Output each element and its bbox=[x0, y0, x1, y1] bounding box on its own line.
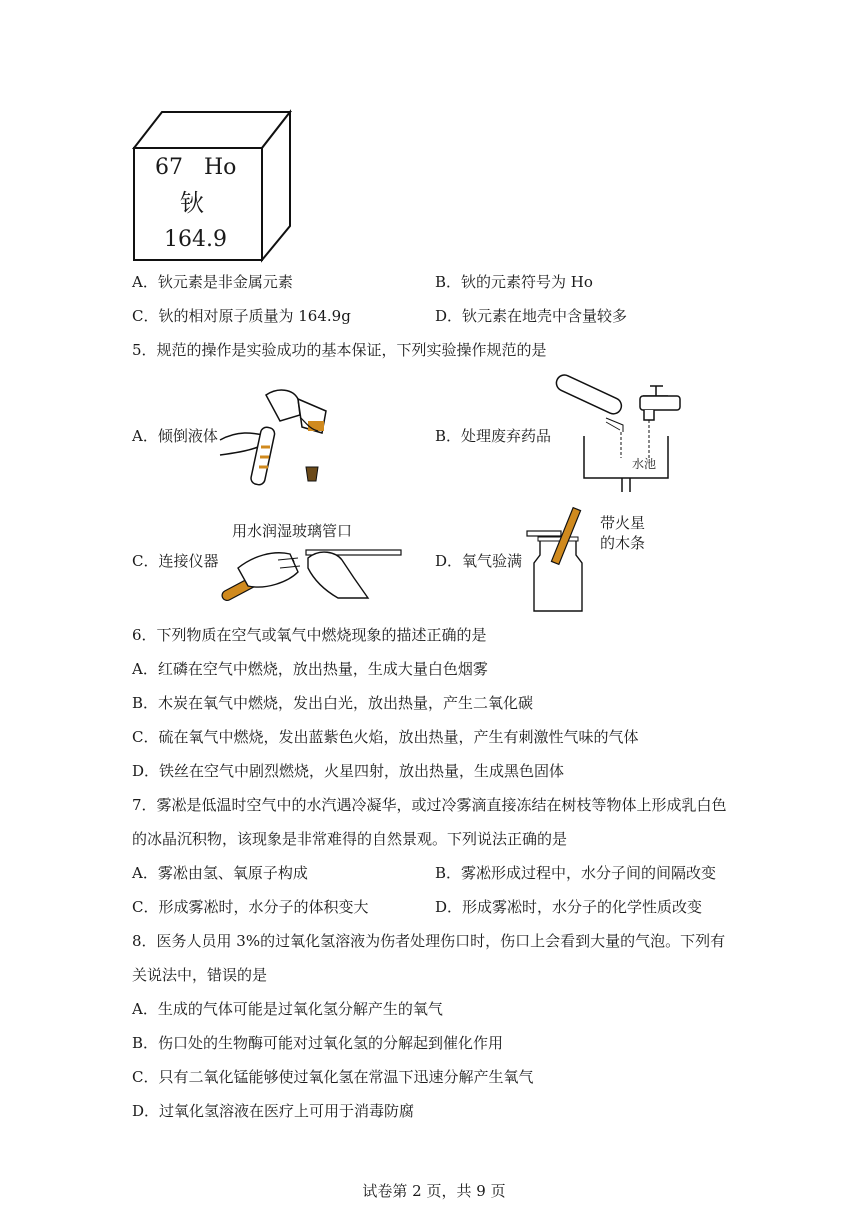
q8-option-b: B．伤口处的生物酶可能对过氧化氢的分解起到催化作用 bbox=[132, 1034, 504, 1052]
connecting-apparatus-figure bbox=[218, 538, 408, 600]
q5-option-a: A．倾倒液体 bbox=[132, 427, 218, 445]
element-number-symbol: 67 Ho bbox=[155, 155, 237, 180]
q4-option-a: A．钬元素是非金属元素 bbox=[132, 273, 293, 291]
q8-stem-line2: 关说法中，错误的是 bbox=[132, 966, 268, 984]
q7-option-c: C．形成雾凇时，水分子的体积变大 bbox=[132, 898, 369, 916]
q4-option-d: D．钬元素在地壳中含量较多 bbox=[435, 307, 628, 325]
q7-stem-line2: 的冰晶沉积物，该现象是非常难得的自然景观。下列说法正确的是 bbox=[132, 830, 568, 848]
splint-label-line2: 的木条 bbox=[600, 534, 646, 552]
pouring-liquid-figure bbox=[218, 385, 338, 495]
sink-label: 水池 bbox=[632, 457, 657, 471]
q4-option-c: C．钬的相对原子质量为 164.9g bbox=[132, 307, 351, 325]
q6-option-d: D．铁丝在空气中剧烈燃烧，火星四射，放出热量，生成黑色固体 bbox=[132, 762, 565, 780]
q6-stem: 6．下列物质在空气或氧气中燃烧现象的描述正确的是 bbox=[132, 626, 487, 644]
waste-disposal-figure bbox=[548, 370, 698, 500]
element-mass: 164.9 bbox=[164, 227, 227, 252]
q7-option-a: A．雾凇由氢、氧原子构成 bbox=[132, 864, 308, 882]
q7-option-b: B．雾凇形成过程中，水分子间的间隔改变 bbox=[435, 864, 717, 882]
page-footer: 试卷第 2 页，共 9 页 bbox=[362, 1182, 506, 1200]
splint-label-line1: 带火星 bbox=[600, 514, 646, 532]
q5-option-d: D．氧气验满 bbox=[435, 552, 523, 570]
element-name: 钬 bbox=[180, 189, 204, 217]
q8-option-a: A．生成的气体可能是过氧化氢分解产生的氧气 bbox=[132, 1000, 443, 1018]
wet-tube-label: 用水润湿玻璃管口 bbox=[232, 522, 353, 540]
q6-option-a: A．红磷在空气中燃烧，放出热量，生成大量白色烟雾 bbox=[132, 660, 488, 678]
q5-option-c: C．连接仪器 bbox=[132, 552, 219, 570]
q8-stem-line1: 8．医务人员用 3%的过氧化氢溶液为伤者处理伤口时，伤口上会看到大量的气泡。下列有 bbox=[132, 932, 726, 950]
oxygen-test-figure bbox=[522, 505, 602, 617]
q5-option-b: B．处理废弃药品 bbox=[435, 427, 552, 445]
q6-option-b: B．木炭在氧气中燃烧，发出白光，放出热量，产生二氧化碳 bbox=[132, 694, 534, 712]
q7-stem-line1: 7．雾凇是低温时空气中的水汽遇冷凝华，或过冷雾滴直接冻结在树枝等物体上形成乳白色 bbox=[132, 796, 727, 814]
q4-option-b: B．钬的元素符号为 Ho bbox=[435, 273, 593, 291]
q6-option-c: C．硫在氧气中燃烧，发出蓝紫色火焰，放出热量，产生有刺激性气味的气体 bbox=[132, 728, 639, 746]
q5-stem: 5．规范的操作是实验成功的基本保证，下列实验操作规范的是 bbox=[132, 341, 547, 359]
q7-option-d: D．形成雾凇时，水分子的化学性质改变 bbox=[435, 898, 703, 916]
q8-option-d: D．过氧化氢溶液在医疗上可用于消毒防腐 bbox=[132, 1102, 415, 1120]
q8-option-c: C．只有二氧化锰能够使过氧化氢在常温下迅速分解产生氧气 bbox=[132, 1068, 534, 1086]
